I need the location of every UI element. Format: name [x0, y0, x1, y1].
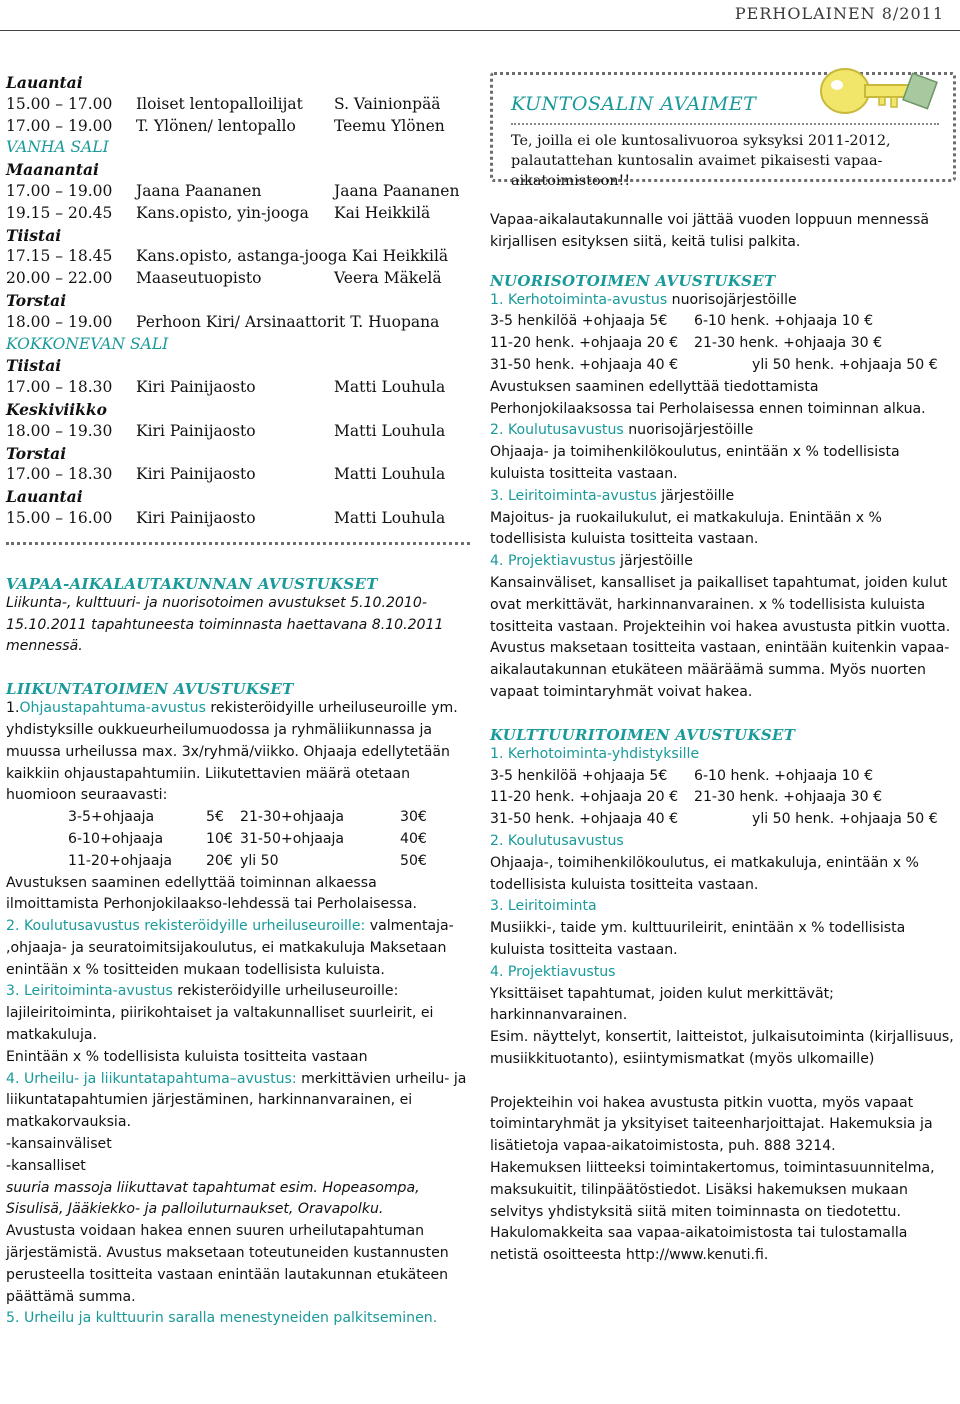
item-label: Koulutusavustus: [507, 422, 624, 439]
day-heading: Lauantai: [6, 487, 83, 507]
nuoriso-item-3-note: Majoitus- ja ruokailukulut, ei matkakuluja. Enintään x % todellisista kuluista tositteita vastaan.: [490, 509, 882, 548]
rate-cell: 21-30 henk. +ohjaaja 30 €: [694, 789, 883, 806]
liikunta-item-5: 5. Urheilu ja kulttuurin saralla menestyneiden palkitseminen.: [6, 1310, 438, 1327]
schedule-hall: [6, 137, 470, 159]
day-heading: Tiistai: [6, 225, 62, 245]
rate-cell: 11-20 henk. +ohjaaja 20 €: [490, 335, 679, 352]
schedule-time: 17.00 – 18.30: [6, 378, 113, 397]
participant-cell: 40€: [400, 830, 427, 847]
kulttuuri-item-2-note: Ohjaaja-, toimihenkilökoulutus, ei matkakuluja, enintään x % todellisista kuluista tositteita vastaan.: [490, 854, 919, 893]
participant-cell: 20€: [206, 852, 233, 869]
nuoriso-item-4-note: Kansainväliset, kansalliset ja paikalliset tapahtumat, joiden kulut ovat merkittävät, harkinnanvarainen. x % todellisista kuluista tositteita vastaan. Projekteihin voi hakea avustusta pitkin vuotta. Avustus maksetaan tositteita vastaan, enintään kuitenkin vapaa-aikalautakunnan etukäteen määräämä summa. Myös nuorten vapaat toimintaryhmät voivat hakea.: [490, 574, 951, 700]
liikunta-item-1: 1.Ohjaustapahtuma-avustus rekisteröidyille urheiluseuroille ym. yhdistyksille oukkueurheilumuodossa ja ryhmäliikunnassa ja muussa urheilussa max. 3x/ryhmä/viikko. Ohjaaja edellytetään kaikkiin ohjaustapahtumiin. Liikutettavien määrä otetaan huomioon seuraavasti:: [6, 700, 458, 804]
liikunta-item-4-note: Avustusta voidaan hakea ennen suuren urheilutapahtuman järjestämistä. Avustus maksetaan toteutuneiden kustannusten perusteella tositteita vastaan enintään lautakunnan etukäteen päättämä summa.: [6, 1223, 449, 1305]
right-column: [490, 72, 956, 1267]
key-notice-box: [490, 72, 956, 189]
liikunta-title: LIIKUNTATOIMEN AVUSTUKSET: [6, 680, 294, 699]
schedule-day: [6, 72, 470, 94]
box-title: KUNTOSALIN AVAIMET: [511, 93, 757, 115]
hall-heading: KOKKONEVAN SALI: [6, 334, 169, 353]
left-column: [6, 72, 470, 1330]
liikunta-item-2: 2. Koulutusavustus rekisteröidyille urheiluseuroille: valmentaja- ,ohjaaja- ja seuratoimitsijakoulutus, ei matkakuluja Maksetaan enintään x % tositteiden mukaan todellisista kuluista.: [6, 918, 454, 978]
schedule-row: [6, 508, 470, 530]
nuoriso-item-4: 4. Projektiavustus järjestöille: [490, 553, 693, 570]
rate-cell: 3-5 henkilöä +ohjaaja 5€: [490, 767, 668, 784]
rate-cell: 31-50 henk. +ohjaaja 40 €: [490, 356, 679, 373]
vapaa-intro: Liikunta-, kulttuuri- ja nuorisotoimen avustukset 5.10.2010-15.10.2011 tapahtuneesta toiminnasta haettavana 8.10.2011 mennessä.: [6, 594, 444, 655]
kulttuuri-title: KULTTUURITOIMEN AVUSTUKSET: [490, 725, 796, 744]
rate-row: [490, 333, 956, 355]
application-info: Projekteihin voi hakea avustusta pitkin vuotta, myös vapaat toimintaryhmät ja yksityiset taiteenharjoittajat. Hakemuksia ja lisätietoja vapaa-aikatoimistosta, puh. 888 3214.: [490, 1094, 933, 1155]
schedule-row: [6, 181, 470, 203]
kulttuuri-item-3-note: Musiikki-, taide ym. kulttuurileirit, enintään x % todellisista kuluista tositteita vastaan.: [490, 920, 906, 958]
participant-cell: 10€: [206, 830, 233, 847]
publication-title: PERHOLAINEN 8/2011: [734, 4, 944, 23]
rate-cell: 3-5 henkilöä +ohjaaja 5€: [490, 313, 668, 330]
kulttuuri-item-2: 2. Koulutusavustus: [490, 832, 624, 849]
day-heading: Torstai: [6, 290, 67, 310]
rate-cell: 6-10 henk. +ohjaaja 10 €: [694, 767, 874, 784]
day-heading: Torstai: [6, 443, 67, 463]
schedule-day: [6, 486, 470, 508]
schedule-activity: Kiri Painijaosto: [136, 465, 256, 484]
schedule-day: [6, 290, 470, 312]
day-heading: Maanantai: [6, 160, 99, 180]
item-label: Leiritoiminta-avustus: [507, 487, 657, 504]
liikunta-item-3-note: Enintään x % todellisista kuluista tositteita vastaan: [6, 1048, 368, 1065]
schedule-row: [6, 203, 470, 225]
schedule-activity: Maaseutuopisto: [136, 269, 262, 288]
kulttuuri-item-4-examples: Esim. näyttelyt, konsertit, laitteistot, julkaisutoiminta (kirjallisuus, musiikkituotanto), esiintymismatkat (myös ulkomaille): [490, 1029, 954, 1067]
schedule-time: 17.00 – 19.00: [6, 181, 113, 200]
palkitseminen-note: Vapaa-aikalautakunnalle voi jättää vuoden loppuun mennessä kirjallisen esityksen siitä, keitä tulisi palkita.: [490, 212, 929, 250]
schedule-day: [6, 355, 470, 377]
rate-cell: yli 50 henk. +ohjaaja 50 €: [752, 811, 938, 828]
nuoriso-rate-table: [490, 311, 956, 376]
rate-row: [490, 766, 956, 788]
key-icon: [819, 61, 939, 127]
vapaa-title: VAPAA-AIKALAUTAKUNNAN AVUSTUKSET: [6, 574, 378, 593]
schedule-row: [6, 377, 470, 399]
rate-cell: 6-10 henk. +ohjaaja 10 €: [694, 313, 874, 330]
schedule-list: [6, 72, 470, 530]
item-label: Ohjaustapahtuma-avustus: [19, 700, 206, 717]
liikunta-item-4: 4. Urheilu- ja liikuntatapahtuma–avustus: merkittävien urheilu- ja liikuntatapahtumien järjestäminen, harkinnanvarainen, ei matkakorvauksia.: [6, 1070, 467, 1131]
schedule-row: [6, 246, 470, 268]
participant-cell: 5€: [206, 809, 224, 826]
item-4-line: -kansainväliset: [6, 1136, 112, 1153]
schedule-time: 17.15 – 18.45: [6, 247, 113, 266]
schedule-person: Matti Louhula: [334, 508, 446, 527]
schedule-person: Matti Louhula: [334, 378, 446, 397]
schedule-row: [6, 94, 470, 116]
item-label: Koulutusavustus rekisteröidyille urheiluseuroille:: [23, 918, 366, 935]
schedule-day: [6, 399, 470, 421]
kulttuuri-item-1: 1. Kerhotoiminta-yhdistyksille: [490, 745, 700, 762]
day-heading: Keskiviikko: [6, 399, 107, 419]
schedule-activity: Iloiset lentopalloilijat: [136, 94, 303, 113]
participant-cell: 11-20+ohjaaja: [68, 852, 173, 869]
liikunta-item-3: 3. Leiritoiminta-avustus rekisteröidyille urheiluseuroille: lajileiritoiminta, piirikohtaiset ja valtakunnalliset suurleirit, ei matkakuluja.: [6, 983, 434, 1044]
nuoriso-item-2: 2. Koulutusavustus nuorisojärjestöille: [490, 422, 754, 439]
item-label: Urheilu- ja liikuntatapahtuma–avustus:: [23, 1070, 297, 1087]
schedule-person: Teemu Ylönen: [334, 116, 445, 135]
participant-cell: yli 50: [240, 852, 279, 869]
participant-cell: 31-50+ohjaaja: [240, 830, 345, 847]
schedule-activity: Kiri Painijaosto: [136, 508, 256, 527]
kulttuuri-item-4: 4. Projektiavustus: [490, 963, 616, 980]
schedule-activity: T. Ylönen/ lentopallo: [136, 116, 296, 135]
item-label: Projektiavustus: [507, 553, 616, 570]
participant-cell: 30€: [400, 809, 427, 826]
participant-table: [68, 807, 470, 872]
kulttuuri-rate-table: [490, 766, 956, 831]
schedule-time: 17.00 – 19.00: [6, 116, 113, 135]
kulttuuri-item-3: 3. Leiritoiminta: [490, 898, 597, 915]
rate-cell: 11-20 henk. +ohjaaja 20 €: [490, 789, 679, 806]
schedule-time: 19.15 – 20.45: [6, 203, 113, 222]
rate-row: [490, 311, 956, 333]
schedule-day: [6, 159, 470, 181]
schedule-activity: Kiri Painijaosto: [136, 378, 256, 397]
schedule-activity: Kans.opisto, astanga-jooga Kai Heikkilä: [136, 247, 449, 266]
schedule-time: 20.00 – 22.00: [6, 269, 113, 288]
schedule-time: 18.00 – 19.00: [6, 312, 113, 331]
item-4-line: suuria massoja liikuttavat tapahtumat esim. Hopeasompa, Sisulisä, Jääkiekko- ja palloiluturnaukset, Oravapolku.: [6, 1179, 420, 1218]
participant-row: [68, 807, 470, 829]
schedule-row: [6, 464, 470, 486]
schedule-time: 18.00 – 19.30: [6, 421, 113, 440]
schedule-person: Matti Louhula: [334, 421, 446, 440]
rate-row: [490, 355, 956, 377]
participant-cell: 50€: [400, 852, 427, 869]
rate-cell: 31-50 henk. +ohjaaja 40 €: [490, 811, 679, 828]
item-4-line: -kansalliset: [6, 1157, 86, 1174]
header-rule: [0, 30, 960, 31]
participant-row: [68, 829, 470, 851]
nuoriso-title: NUORISOTOIMEN AVUSTUKSET: [490, 271, 776, 290]
schedule-day: [6, 225, 470, 247]
application-attachments: Hakemuksen liitteeksi toimintakertomus, toimintasuunnitelma, maksukuitit, tilinpäätöstiedot. Lisäksi hakemuksen mukaan selvitys yhdistyksitä siitä miten toiminnasta on tiedotettu.: [490, 1160, 935, 1220]
item-label: Leiritoiminta-avustus: [23, 983, 173, 1000]
nuoriso-item-1-note: Avustuksen saaminen edellyttää tiedottamista Perhonjokilaaksossa tai Perholaisessa ennen toiminnan alkua.: [490, 378, 926, 417]
schedule-time: 17.00 – 18.30: [6, 465, 113, 484]
schedule-person: S. Vainionpää: [334, 94, 441, 113]
nuoriso-item-1: 1. Kerhotoiminta-avustus nuorisojärjestöille: [490, 291, 797, 308]
item-label: Urheilu ja kulttuurin saralla menestyneiden palkitseminen.: [23, 1310, 438, 1327]
schedule-activity: Kiri Painijaosto: [136, 421, 256, 440]
application-forms: Hakulomakkeita saa vapaa-aikatoimistosta tai tulostamalla netistä osoitteesta http://www.kenuti.fi.: [490, 1225, 908, 1264]
schedule-day: [6, 443, 470, 465]
nuoriso-item-3: 3. Leiritoiminta-avustus järjestöille: [490, 487, 735, 504]
schedule-hall: [6, 334, 470, 356]
schedule-activity: Kans.opisto, yin-jooga: [136, 203, 309, 222]
schedule-row: [6, 312, 470, 334]
schedule-time: 15.00 – 16.00: [6, 508, 113, 527]
liikunta-item-1-note: Avustuksen saaminen edellyttää toiminnan alkaessa ilmoittamista Perhonjokilaakso-lehdessä tai Perholaisessa.: [6, 874, 417, 913]
rate-cell: 21-30 henk. +ohjaaja 30 €: [694, 335, 883, 352]
box-text: Te, joilla ei ole kuntosalivuoroa syksyksi 2011-2012, palautattehan kuntosalin avaimet pikaisesti vapaa-aikatoimistoon!!: [511, 133, 891, 189]
schedule-activity: Perhoon Kiri/ Arsinaattorit T. Huopana: [136, 312, 440, 331]
participant-cell: 6-10+ohjaaja: [68, 830, 164, 847]
schedule-time: 15.00 – 17.00: [6, 94, 113, 113]
page-header: [0, 0, 960, 34]
schedule-person: Veera Mäkelä: [334, 269, 442, 288]
participant-row: [68, 851, 470, 873]
participant-cell: 3-5+ohjaaja: [68, 809, 155, 826]
day-heading: Tiistai: [6, 356, 62, 376]
schedule-person: Matti Louhula: [334, 465, 446, 484]
schedule-row: [6, 116, 470, 138]
schedule-row: [6, 421, 470, 443]
day-heading: Lauantai: [6, 73, 83, 92]
item-label: Kerhotoiminta-avustus: [507, 291, 668, 308]
nuoriso-item-2-note: Ohjaaja- ja toimihenkilökoulutus, enintään x % todellisista kuluista tositteita vastaan.: [490, 444, 900, 482]
schedule-person: Jaana Paananen: [334, 181, 460, 200]
rate-cell: yli 50 henk. +ohjaaja 50 €: [752, 356, 938, 373]
kulttuuri-item-4-note: Yksittäiset tapahtumat, joiden kulut merkittävät; harkinnanvarainen.: [490, 985, 834, 1024]
participant-cell: 21-30+ohjaaja: [240, 809, 345, 826]
schedule-row: [6, 268, 470, 290]
hall-heading: VANHA SALI: [6, 138, 109, 157]
rate-row: [490, 809, 956, 831]
schedule-activity: Jaana Paananen: [136, 181, 262, 200]
rate-row: [490, 787, 956, 809]
schedule-person: Kai Heikkilä: [334, 203, 431, 222]
